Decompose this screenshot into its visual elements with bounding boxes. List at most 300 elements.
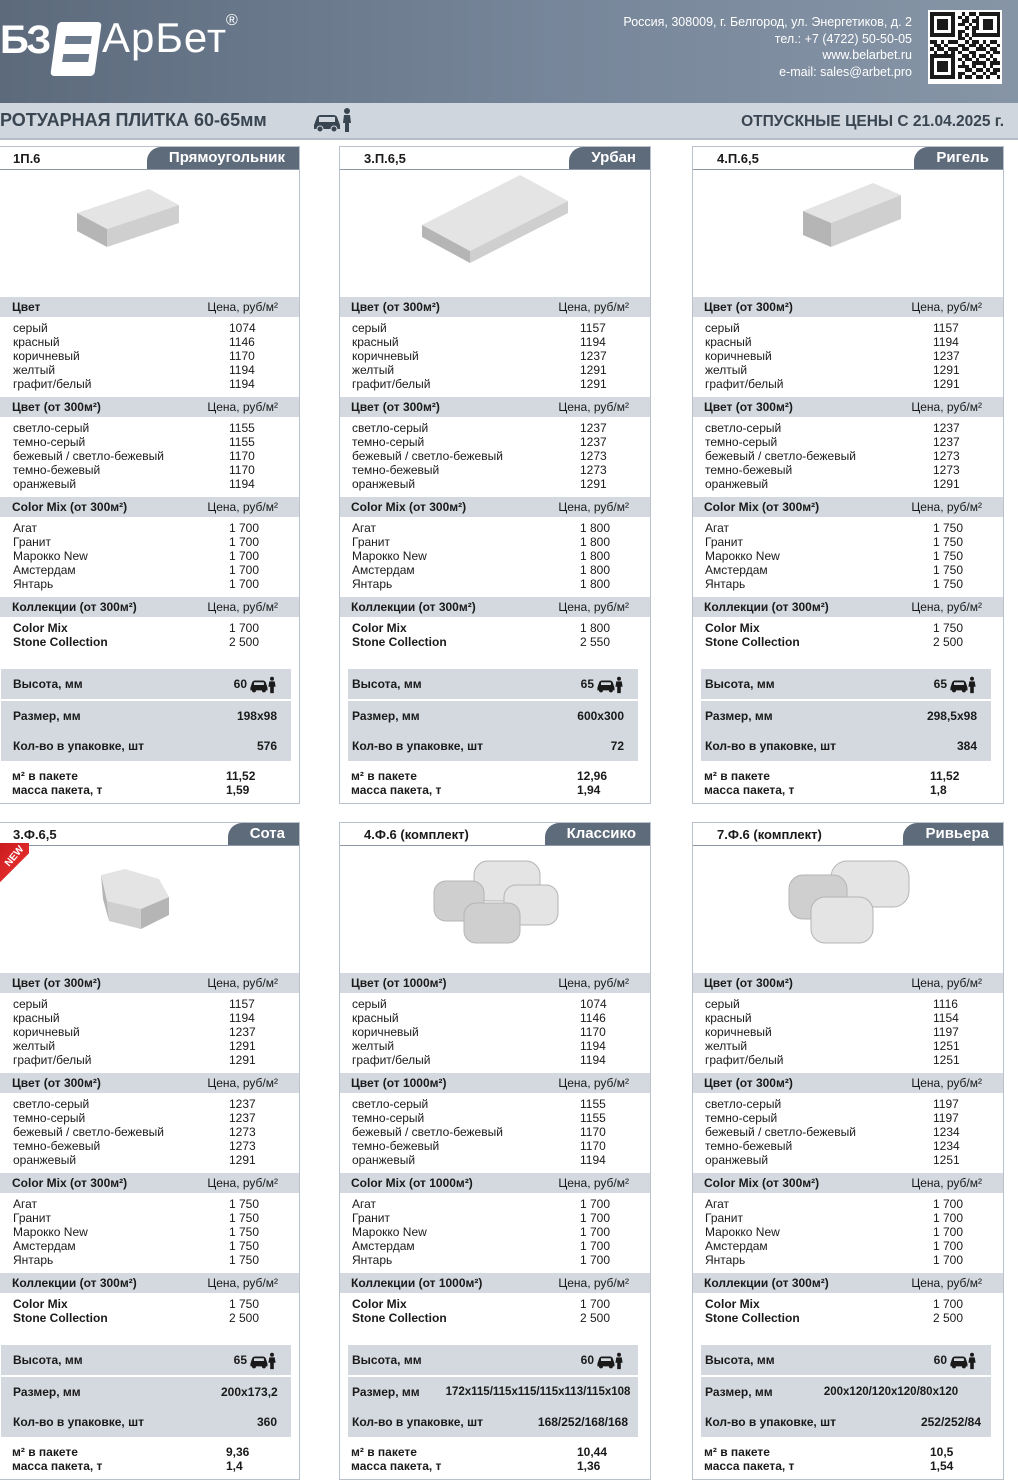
price-list [705,997,1003,1067]
price-value: 1155 [229,435,255,449]
section-header [340,1273,650,1293]
m2-label: м² в пакете [704,769,770,783]
price-row [705,1211,1003,1225]
spec-value: 168/252/168/168 [537,1415,628,1429]
price-header: Цена, руб/м² [207,976,278,990]
price-list [13,1197,299,1267]
section-title: Цвет (от 300м²) [704,300,793,314]
color-name: светло-серый [13,421,90,435]
product-image [340,173,650,293]
color-name: желтый [13,1039,56,1053]
spec-label: Кол-во в упаковке, шт [705,739,836,753]
color-name: красный [352,335,399,349]
price-row [352,577,650,591]
color-name: темно-серый [705,435,778,449]
price-row [705,621,1003,635]
section-title: Коллекции (от 1000м²) [351,1276,483,1290]
price-value: 1251 [933,1053,960,1067]
price-row [352,1125,650,1139]
mass-value: 1,8 [930,783,947,797]
price-value: 1074 [580,997,607,1011]
product-card-3 [692,146,1004,804]
section-header [0,397,299,417]
mass-label: масса пакета, т [704,783,795,797]
color-name: желтый [352,1039,395,1053]
price-header: Цена, руб/м² [207,500,278,514]
color-name: темно-бежевый [705,463,793,477]
product-image [0,849,299,969]
color-name: светло-серый [352,421,429,435]
spec-label: Высота, мм [352,1353,422,1367]
price-header: Цена, руб/м² [558,1076,629,1090]
color-name: темно-серый [352,435,425,449]
spec-size [1,701,291,731]
product-name-badge: Классико [545,823,650,845]
price-value: 1237 [933,421,960,435]
color-name: Марокко New [352,549,427,563]
section-title: Цвет (от 300м²) [351,400,440,414]
color-name: Color Mix [13,1297,68,1311]
spec-value: 65 [580,677,594,691]
price-row [13,1225,299,1239]
section-header [340,297,650,317]
price-value: 1291 [229,1053,256,1067]
spec-size [701,1377,991,1407]
price-value: 2 500 [933,1311,964,1325]
color-name: Янтарь [13,1253,54,1267]
color-name: Янтарь [352,577,393,591]
price-row [13,1311,299,1325]
section-header [693,397,1003,417]
price-header: Цена, руб/м² [911,1076,982,1090]
color-name: темно-серый [13,435,86,449]
color-name: Гранит [13,535,51,549]
section-header [340,397,650,417]
section-title: Цвет (от 300м²) [704,1076,793,1090]
product-code: 4.Ф.6 (комплект) [364,827,469,842]
price-value: 1157 [580,321,606,335]
contact-email[interactable]: e-mail: sales@arbet.pro [779,64,912,79]
price-list [352,321,650,391]
price-value: 1 700 [580,1225,611,1239]
price-header: Цена, руб/м² [558,976,629,990]
new-badge [0,843,29,887]
price-value: 1 700 [580,1297,611,1311]
section-header [0,973,299,993]
color-name: темно-серый [705,1111,778,1125]
mass-value: 1,4 [226,1459,243,1473]
color-name: желтый [705,363,748,377]
price-row [13,1139,299,1153]
product-card-5 [339,822,651,1480]
price-row [352,463,650,477]
price-value: 1194 [229,377,255,391]
color-name: серый [352,321,387,335]
color-name: Марокко New [352,1225,427,1239]
price-row [352,421,650,435]
price-row [352,377,650,391]
price-value: 1 700 [229,577,260,591]
price-row [13,449,299,463]
spec-label: Высота, мм [352,677,422,691]
page-title: РОТУАРНАЯ ПЛИТКА 60-65мм [0,110,267,130]
m2-value: 12,96 [577,769,608,783]
color-name: бежевый / светло-бежевый [705,1125,856,1139]
price-row [705,535,1003,549]
price-header: Цена, руб/м² [558,1276,629,1290]
contact-phone: тел.: +7 (4722) 50-50-05 [774,31,912,46]
car-pedestrian-icon [249,1352,277,1370]
divider [693,845,1003,846]
color-name: темно-серый [13,1111,86,1125]
price-value: 1 750 [229,1197,260,1211]
color-name: оранжевый [352,477,416,491]
spec-value: 65 [233,1353,247,1367]
color-name: светло-серый [352,1097,429,1111]
price-value: 1234 [933,1125,960,1139]
qr-code-icon [928,10,1002,84]
price-value: 1074 [229,321,256,335]
price-value: 1237 [580,435,607,449]
spec-size [1,1377,291,1407]
price-value: 1194 [580,1039,606,1053]
price-list [705,621,1003,649]
price-row [705,1111,1003,1125]
price-value: 1155 [580,1111,606,1125]
section-title: Color Mix (от 300м²) [704,1176,820,1190]
price-value: 1157 [229,997,255,1011]
price-row [352,1197,650,1211]
price-value: 1 750 [933,621,964,635]
mass-label: масса пакета, т [12,1459,103,1473]
section-header [693,297,1003,317]
section-header [693,1173,1003,1193]
color-name: темно-серый [352,1111,425,1125]
price-row [705,1153,1003,1167]
price-row [705,1311,1003,1325]
color-name: бежевый / светло-бежевый [352,449,503,463]
price-list [705,1297,1003,1325]
price-row [705,521,1003,535]
section-title: Цвет (от 300м²) [12,976,101,990]
price-row [705,1125,1003,1139]
color-name: Гранит [705,1211,743,1225]
price-row [705,563,1003,577]
price-row [705,549,1003,563]
color-name: темно-бежевый [352,1139,440,1153]
color-name: бежевый / светло-бежевый [352,1125,503,1139]
price-row [13,1111,299,1125]
spec-height [1,669,291,699]
price-header: Цена, руб/м² [207,1076,278,1090]
price-value: 1273 [933,463,960,477]
spec-pack [701,731,991,761]
color-name: Агат [13,1197,38,1211]
price-value: 1273 [933,449,960,463]
price-row [13,1253,299,1267]
section-title: Color Mix (от 300м²) [12,500,128,514]
section-header [0,497,299,517]
color-name: Агат [705,521,730,535]
color-name: Гранит [13,1211,51,1225]
color-name: коричневый [705,349,772,363]
price-header: Цена, руб/м² [911,600,982,614]
price-value: 1170 [580,1139,606,1153]
price-row [352,1225,650,1239]
car-pedestrian-icon [596,676,624,694]
price-value: 1 700 [933,1239,964,1253]
section-header [0,597,299,617]
spec-value: 298,5x98 [926,709,977,723]
price-value: 1 750 [933,577,964,591]
color-name: оранжевый [13,1153,77,1167]
contact-website[interactable]: www.belarbet.ru [822,48,912,62]
price-list [705,1197,1003,1267]
price-list [352,1197,650,1267]
car-pedestrian-icon [596,1352,624,1370]
color-name: красный [705,335,752,349]
section-header [693,497,1003,517]
price-value: 1273 [229,1139,256,1153]
color-name: Агат [13,521,38,535]
section-title: Коллекции (от 300м²) [12,1276,137,1290]
divider [340,169,650,170]
price-row [13,1011,299,1025]
price-header: Цена, руб/м² [911,400,982,414]
price-header: Цена, руб/м² [558,500,629,514]
price-value: 1194 [580,335,606,349]
color-name: графит/белый [705,1053,784,1067]
price-header: Цена, руб/м² [558,600,629,614]
price-value: 1 700 [580,1211,611,1225]
section-title: Цвет (от 300м²) [351,300,440,314]
price-value: 1170 [580,1025,606,1039]
price-value: 1116 [933,997,958,1011]
color-name: темно-бежевый [352,463,440,477]
price-header: Цена, руб/м² [207,600,278,614]
price-row [352,563,650,577]
price-row [705,1253,1003,1267]
price-value: 1 750 [229,1297,260,1311]
spec-value: 360 [256,1415,277,1429]
price-row [352,1097,650,1111]
price-row [705,577,1003,591]
price-row [352,1025,650,1039]
price-value: 1251 [933,1153,960,1167]
price-row [13,549,299,563]
color-name: темно-бежевый [13,1139,101,1153]
m2-value: 10,44 [577,1445,608,1459]
color-name: Амстердам [705,1239,768,1253]
price-header: Цена, руб/м² [207,300,278,314]
price-list [705,521,1003,591]
color-name: Амстердам [352,1239,415,1253]
section-title: Color Mix (от 1000м²) [351,1176,473,1190]
color-name: бежевый / светло-бежевый [13,449,164,463]
price-row [352,535,650,549]
color-name: оранжевый [13,477,77,491]
price-row [705,635,1003,649]
price-value: 1 700 [229,563,260,577]
price-row [13,1097,299,1111]
price-row [352,1253,650,1267]
price-row [705,1225,1003,1239]
product-image [0,173,299,293]
spec-label: Высота, мм [705,1353,775,1367]
price-value: 1194 [580,1153,606,1167]
spec-pack [701,1407,991,1437]
color-name: Марокко New [705,549,780,563]
price-row [705,1139,1003,1153]
color-name: светло-серый [705,1097,782,1111]
m2-value: 9,36 [226,1445,250,1459]
price-value: 1237 [933,435,960,449]
m2-value: 10,5 [930,1445,954,1459]
car-pedestrian-icon [249,676,277,694]
m2-label: м² в пакете [12,769,78,783]
color-name: Агат [352,1197,377,1211]
color-name: графит/белый [13,1053,92,1067]
mass-label: масса пакета, т [351,1459,442,1473]
price-row [352,435,650,449]
divider [340,845,650,846]
price-value: 1 700 [933,1297,964,1311]
spec-value: 172x115/115x115/115x113/115x108 [445,1386,631,1398]
contact-block [623,14,912,80]
section-title: Коллекции (от 300м²) [12,600,137,614]
price-value: 1 700 [580,1239,611,1253]
price-row [13,363,299,377]
price-row [352,349,650,363]
price-value: 1155 [229,421,255,435]
color-name: серый [13,321,48,335]
car-pedestrian-icon [949,676,977,694]
spec-value: 60 [933,1353,947,1367]
product-code: 3.П.6,5 [364,151,406,166]
price-value: 1 750 [229,1225,260,1239]
logo-prefix: БЗ [0,18,50,62]
price-row [13,321,299,335]
color-name: коричневый [13,349,80,363]
product-code: 1П.6 [13,151,41,166]
price-row [13,1053,299,1067]
color-name: Stone Collection [13,635,108,649]
price-value: 1273 [229,1125,256,1139]
price-value: 1 800 [580,577,611,591]
spec-label: Высота, мм [13,677,83,691]
contact-address: Россия, 308009, г. Белгород, ул. Энергетиков, д. 2 [623,15,912,29]
price-row [705,449,1003,463]
price-list [352,997,650,1067]
color-name: коричневый [352,1025,419,1039]
price-header: Цена, руб/м² [558,1176,629,1190]
price-row [13,463,299,477]
price-value: 1 700 [229,549,260,563]
price-list [13,1297,299,1325]
price-value: 1194 [229,1011,255,1025]
price-row [13,1197,299,1211]
price-value: 1 750 [229,1211,260,1225]
color-name: Гранит [352,535,390,549]
price-row [13,1025,299,1039]
logo-icon [50,22,102,76]
price-row [352,621,650,635]
spec-label: Кол-во в упаковке, шт [352,739,483,753]
price-value: 1237 [580,349,607,363]
price-value: 1237 [580,421,607,435]
page-header [0,0,1018,103]
spec-height [701,1345,991,1375]
divider [0,845,299,846]
section-title: Color Mix (от 300м²) [12,1176,128,1190]
section-header [0,1073,299,1093]
price-row [13,621,299,635]
price-row [13,435,299,449]
logo-name: АрБет [102,14,228,61]
price-date-title: ОТПУСКНЫЕ ЦЕНЫ С 21.04.2025 г. [741,113,1004,130]
color-name: Color Mix [352,1297,407,1311]
price-list [13,997,299,1067]
price-row [352,1053,650,1067]
section-header [0,297,299,317]
spec-label: Кол-во в упаковке, шт [705,1415,836,1429]
section-title: Цвет [12,300,41,314]
package-info [704,769,1003,797]
product-name-badge: Сота [228,823,299,845]
price-value: 1291 [933,363,960,377]
product-name-badge: Прямоугольник [147,147,299,169]
price-row [705,335,1003,349]
section-header [693,973,1003,993]
section-title: Color Mix (от 300м²) [351,500,467,514]
price-row [705,1011,1003,1025]
price-row [13,563,299,577]
spec-value: 384 [956,739,977,753]
color-name: желтый [705,1039,748,1053]
price-value: 1291 [229,1153,256,1167]
price-row [352,363,650,377]
price-value: 2 500 [229,1311,260,1325]
price-row [352,321,650,335]
price-row [13,421,299,435]
price-value: 1291 [933,477,960,491]
price-value: 1 700 [933,1197,964,1211]
package-info [351,1445,650,1473]
price-value: 1291 [933,377,960,391]
spec-height [348,1345,638,1375]
color-name: Амстердам [705,563,768,577]
divider [693,169,1003,170]
price-row [705,1025,1003,1039]
price-row [352,1111,650,1125]
price-value: 1 800 [580,621,611,635]
color-name: Color Mix [352,621,407,635]
price-row [13,521,299,535]
spec-pack [348,731,638,761]
mass-value: 1,59 [226,783,250,797]
price-list [705,321,1003,391]
price-row [352,549,650,563]
product-image [340,849,650,969]
price-value: 1170 [580,1125,606,1139]
price-list [13,621,299,649]
price-list [13,321,299,391]
spec-height [348,669,638,699]
spec-label: Размер, мм [705,709,773,723]
color-name: оранжевый [352,1153,416,1167]
price-row [705,421,1003,435]
price-value: 2 500 [933,635,964,649]
